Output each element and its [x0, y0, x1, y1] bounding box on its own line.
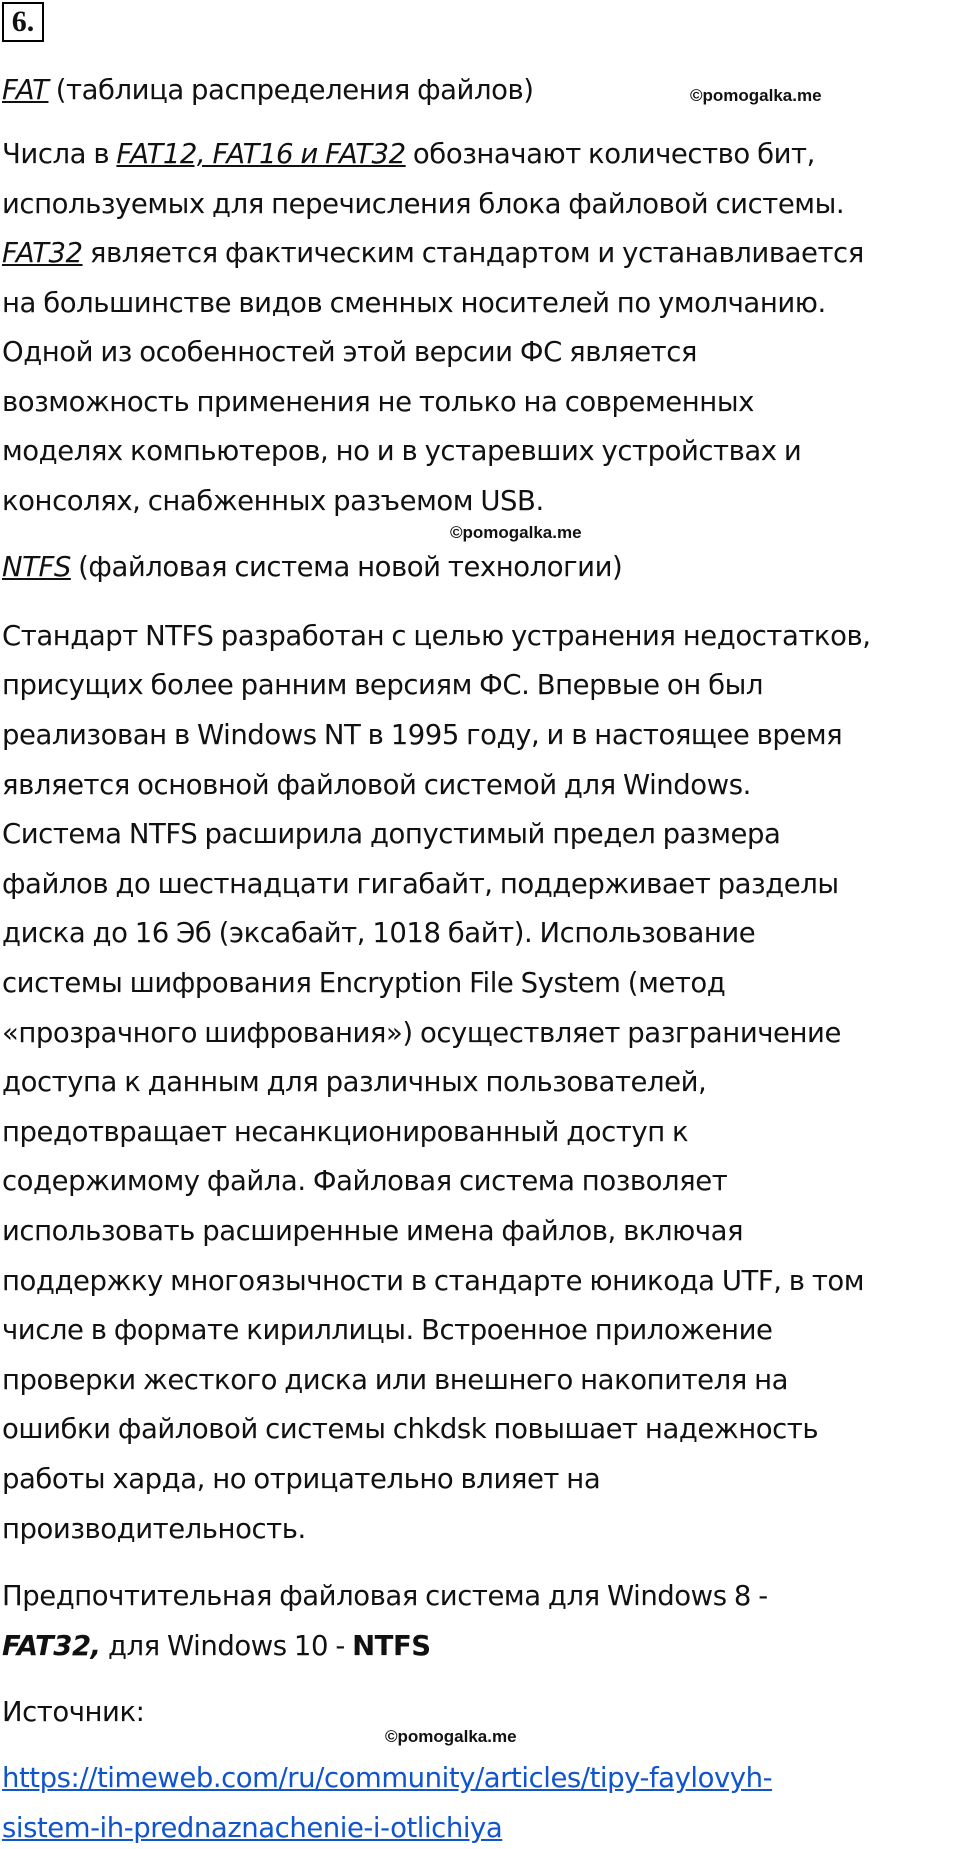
ntfs-line: системы шифрования Encryption File System (метод	[2, 967, 726, 999]
source-link-line-2	[2, 1808, 502, 1848]
fat-line-2: используемых для перечисления блока файловой системы.	[2, 188, 845, 220]
ntfs-line: диска до 16 Эб (эксабайт, 1018 байт). Использование	[2, 917, 756, 949]
ntfs-line: содержимому файла. Файловая система позволяет	[2, 1165, 728, 1197]
answer-fat32: FAT32,	[2, 1630, 101, 1662]
ntfs-line: работы харда, но отрицательно влияет на	[2, 1463, 601, 1495]
source-link-line-1	[2, 1758, 772, 1798]
ntfs-line: предотвращает несанкционированный доступ к	[2, 1116, 689, 1148]
watermark: ©pomogalka.me	[450, 523, 582, 542]
ntfs-line: поддержку многоязычности в стандарте юникода UTF, в том	[2, 1265, 865, 1297]
ntfs-line: присущих более ранним версиям ФС. Впервые он был	[2, 669, 764, 701]
fat-line-6: возможность применения не только на современных	[2, 386, 754, 418]
fat-heading	[2, 70, 534, 110]
fat-line-5: Одной из особенностей этой версии ФС является	[2, 336, 697, 368]
ntfs-heading-text: (файловая система новой технологии)	[70, 551, 623, 583]
ntfs-line: проверки жесткого диска или внешнего накопителя на	[2, 1364, 789, 1396]
ntfs-line: производительность.	[2, 1513, 306, 1545]
ntfs-line: реализован в Windows NT в 1995 году, и в настоящее время	[2, 719, 843, 751]
fat-line-1-rest: обозначают количество бит,	[405, 138, 815, 170]
answer-line-2	[2, 1626, 431, 1666]
answer-line-1: Предпочтительная файловая система для Windows 8 -	[2, 1580, 768, 1612]
fat-line-1	[2, 134, 815, 174]
watermark: ©pomogalka.me	[690, 86, 822, 105]
fat-line-7: моделях компьютеров, но и в устаревших устройствах и	[2, 435, 802, 467]
ntfs-line: «прозрачного шифрования») осуществляет разграничение	[2, 1017, 841, 1049]
ntfs-term: NTFS	[2, 551, 71, 583]
fat-term: FAT	[2, 74, 49, 106]
fat32-term: FAT32	[2, 237, 83, 269]
source-label: Источник:	[2, 1696, 145, 1728]
ntfs-line: Система NTFS расширила допустимый предел размера	[2, 818, 781, 850]
ntfs-line: ошибки файловой системы chkdsk повышает надежность	[2, 1413, 819, 1445]
ntfs-heading	[2, 547, 622, 587]
fat-line-8: консолях, снабженных разъемом USB.	[2, 485, 544, 517]
fat-line-3	[2, 233, 864, 273]
fat-heading-text: (таблица распределения файлов)	[48, 74, 534, 106]
ntfs-line: доступа к данным для различных пользователей,	[2, 1066, 707, 1098]
ntfs-line: числе в формате кириллицы. Встроенное приложение	[2, 1314, 773, 1346]
fat-line-1-prefix: Числа в	[2, 138, 117, 170]
answer-ntfs: NTFS	[352, 1630, 431, 1662]
fat-line-4: на большинстве видов сменных носителей по умолчанию.	[2, 287, 826, 319]
answer-mid: для Windows 10 -	[100, 1630, 353, 1662]
watermark: ©pomogalka.me	[385, 1727, 517, 1746]
ntfs-line: файлов до шестнадцати гигабайт, поддерживает разделы	[2, 868, 839, 900]
task-number: 6.	[2, 2, 44, 42]
source-link-continued[interactable]: sistem-ih-prednaznachenie-i-otlichiya	[2, 1812, 503, 1844]
ntfs-line: является основной файловой системой для Windows.	[2, 769, 751, 801]
fat-line-3-rest: является фактическим стандартом и устанавливается	[82, 237, 864, 269]
ntfs-line: Стандарт NTFS разработан с целью устранения недостатков,	[2, 620, 871, 652]
source-link[interactable]: https://timeweb.com/ru/community/articles/tipy-faylovyh-	[2, 1762, 773, 1794]
fat-versions-term: FAT12, FAT16 и FAT32	[116, 138, 406, 170]
ntfs-line: использовать расширенные имена файлов, включая	[2, 1215, 744, 1247]
